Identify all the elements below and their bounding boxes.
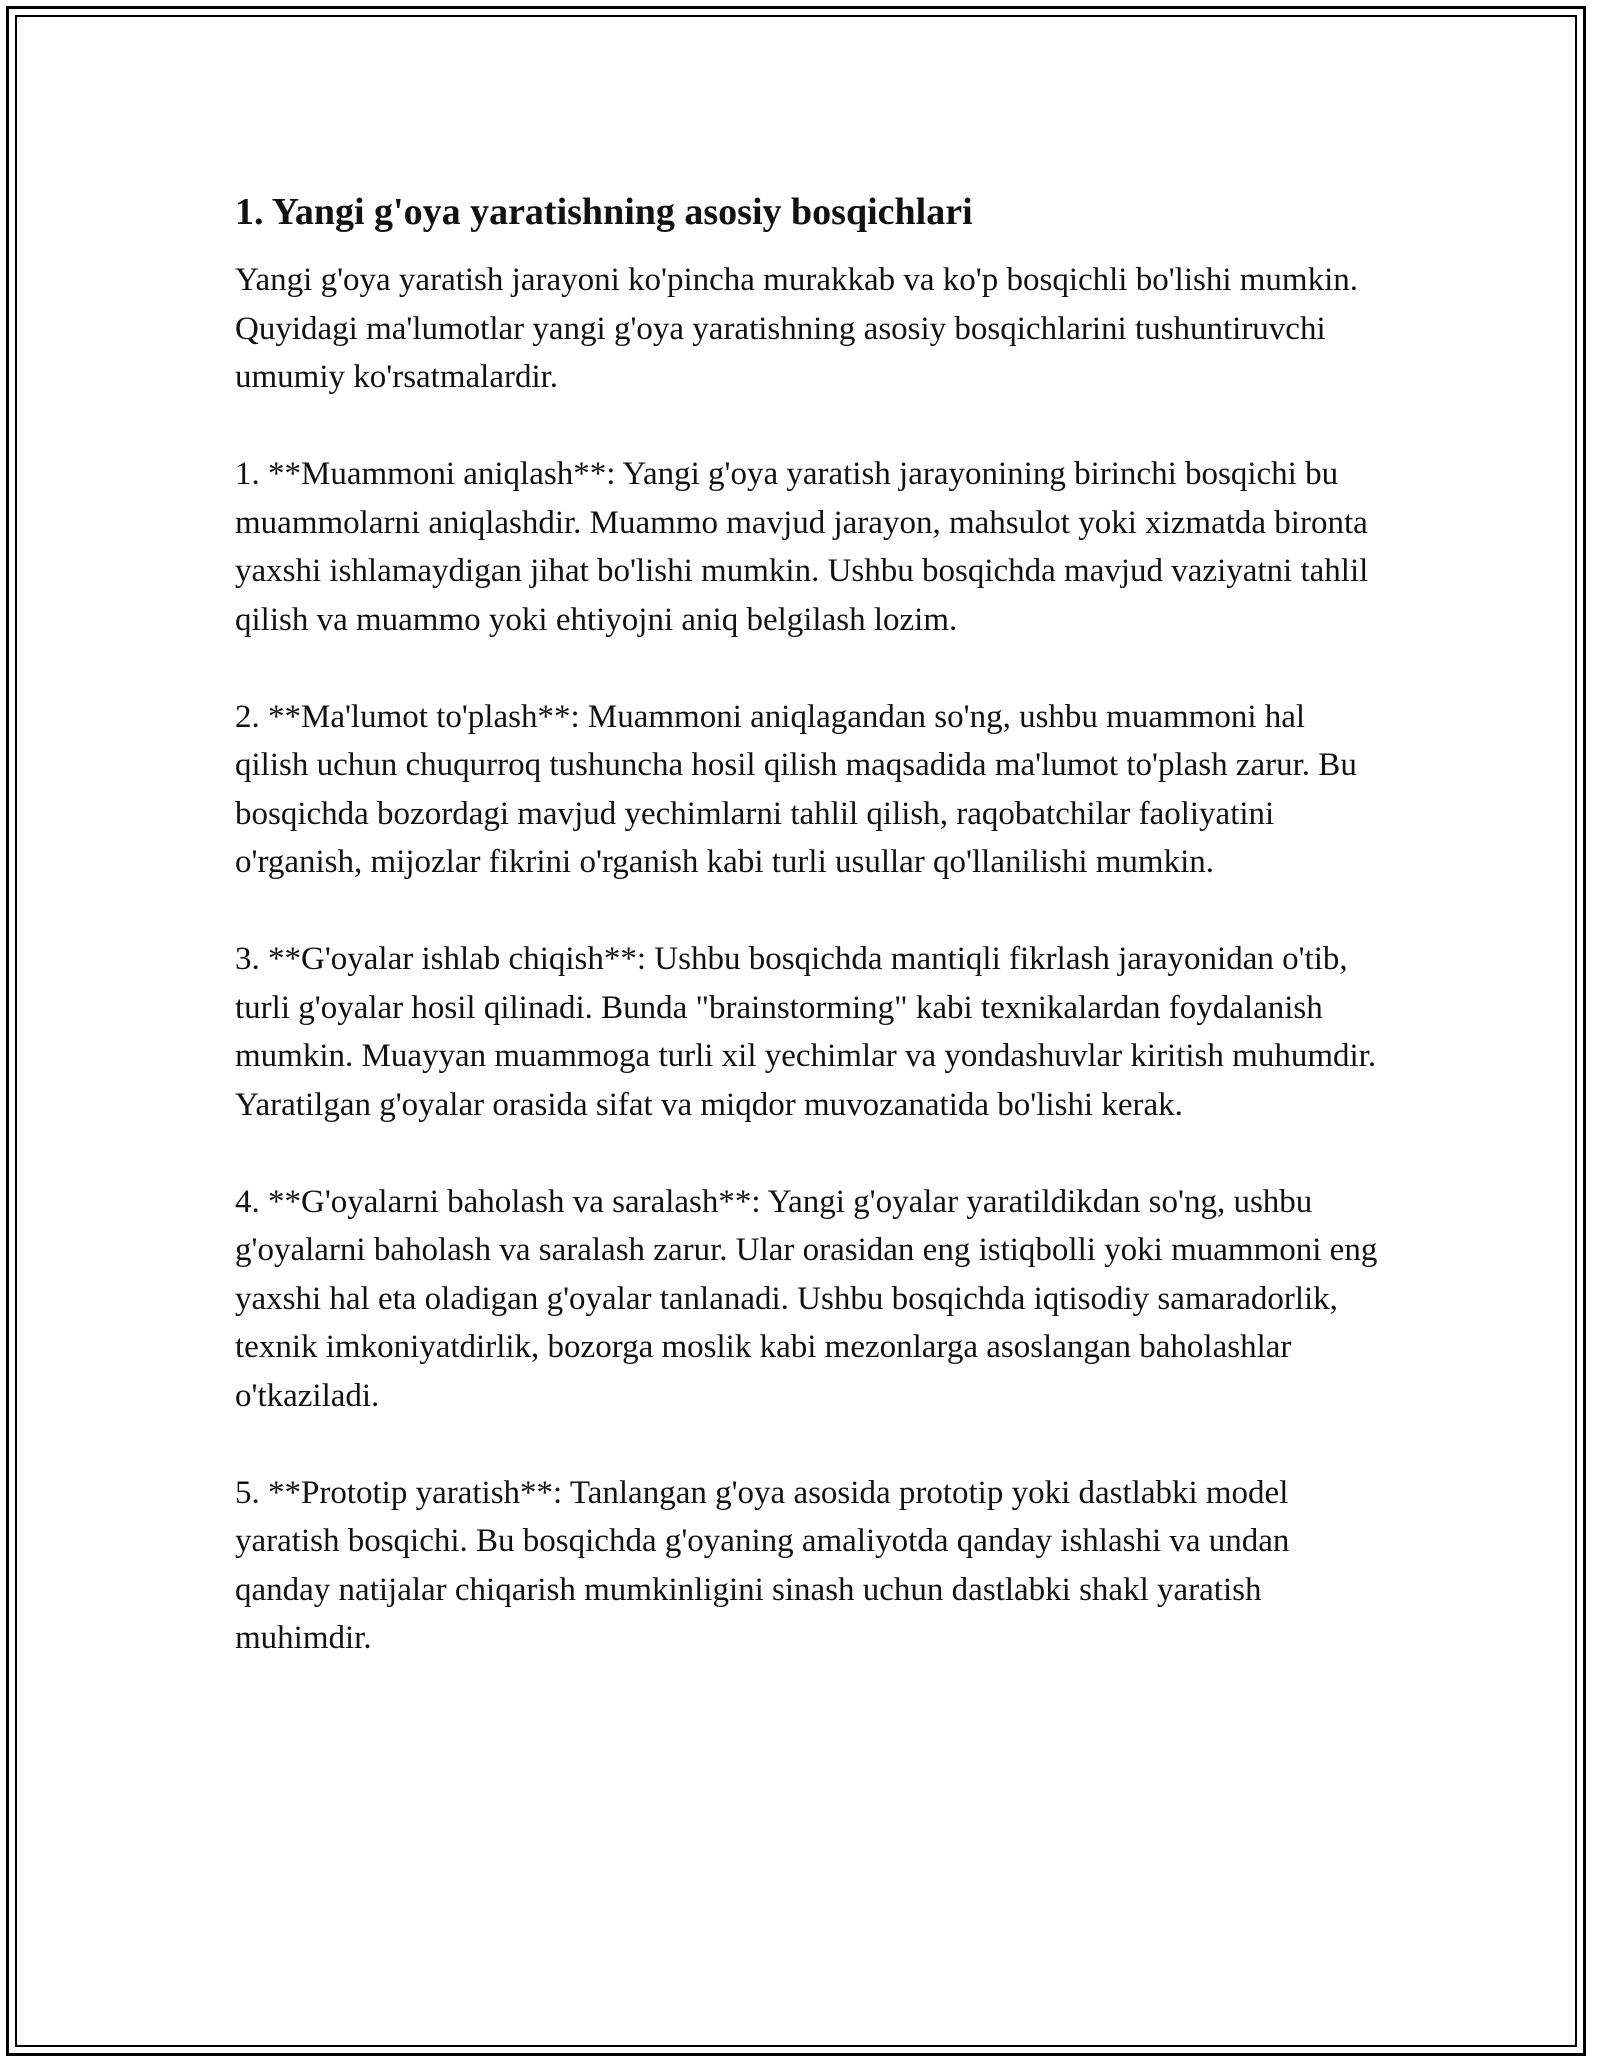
intro-paragraph: Yangi g'oya yaratish jarayoni ko'pincha murakkab va ko'p bosqichli bo'lishi mumkin. Quyidagi ma'lumotlar yangi g'oya yaratishning asosiy bosqichlarini tushuntiruvchi umumiy ko'rsatmalardir.: [235, 262, 1359, 395]
step-paragraph-4: 4. **G'oyalarni baholash va saralash**: Yangi g'oyalar yaratildikdan so'ng, ushbu g'oyalarni baholash va saralash zarur. Ular orasidan eng istiqbolli yoki muammoni eng yaxshi hal eta oladigan g'oyalar tanlanadi. Ushbu bosqichda iqtisodiy samaradorlik, texnik imkoniyatdirlik, bozorga moslik kabi mezonlarga asoslangan baholashlar o'tkaziladi.: [235, 1183, 1378, 1414]
step-paragraph-1: 1. **Muammoni aniqlash**: Yangi g'oya yaratish jarayonining birinchi bosqichi bu muammolarni aniqlashdir. Muammo mavjud jarayon, mahsulot yoki xizmatda bironta yaxshi ishlamaydigan jihat bo'lishi mumkin. Ushbu bosqichda mavjud vaziyatni tahlil qilish va muammo yoki ehtiyojni aniq belgilash lozim.: [235, 456, 1369, 638]
step-paragraph-2: 2. **Ma'lumot to'plash**: Muammoni aniqlagandan so'ng, ushbu muammoni hal qilish uchun chuqurroq tushuncha hosil qilish maqsadida ma'lumot to'plash zarur. Bu bosqichda bozordagi mavjud yechimlarni tahlil qilish, raqobatchilar faoliyatini o'rganish, mijozlar fikrini o'rganish kabi turli usullar qo'llanilishi mumkin.: [235, 698, 1357, 880]
step-paragraph-5: 5. **Prototip yaratish**: Tanlangan g'oya asosida prototip yoki dastlabki model yaratish bosqichi. Bu bosqichda g'oyaning amaliyotda qanday ishlashi va undan qanday natijalar chiqarish mumkinligini sinash uchun dastlabki shakl yaratish muhimdir.: [235, 1474, 1290, 1656]
document-body: [235, 188, 1385, 1711]
step-paragraph-3: 3. **G'oyalar ishlab chiqish**: Ushbu bosqichda mantiqli fikrlash jarayonidan o'tib, turli g'oyalar hosil qilinadi. Bunda "brainstorming" kabi texnikalardan foydalanish mumkin. Muayyan muammoga turli xil yechimlar va yondashuvlar kiritish muhumdir. Yaratilgan g'oyalar orasida sifat va miqdor muvozanatida bo'lishi kerak.: [235, 941, 1377, 1123]
document-heading: 1. Yangi g'oya yaratishning asosiy bosqichlari: [235, 191, 973, 233]
